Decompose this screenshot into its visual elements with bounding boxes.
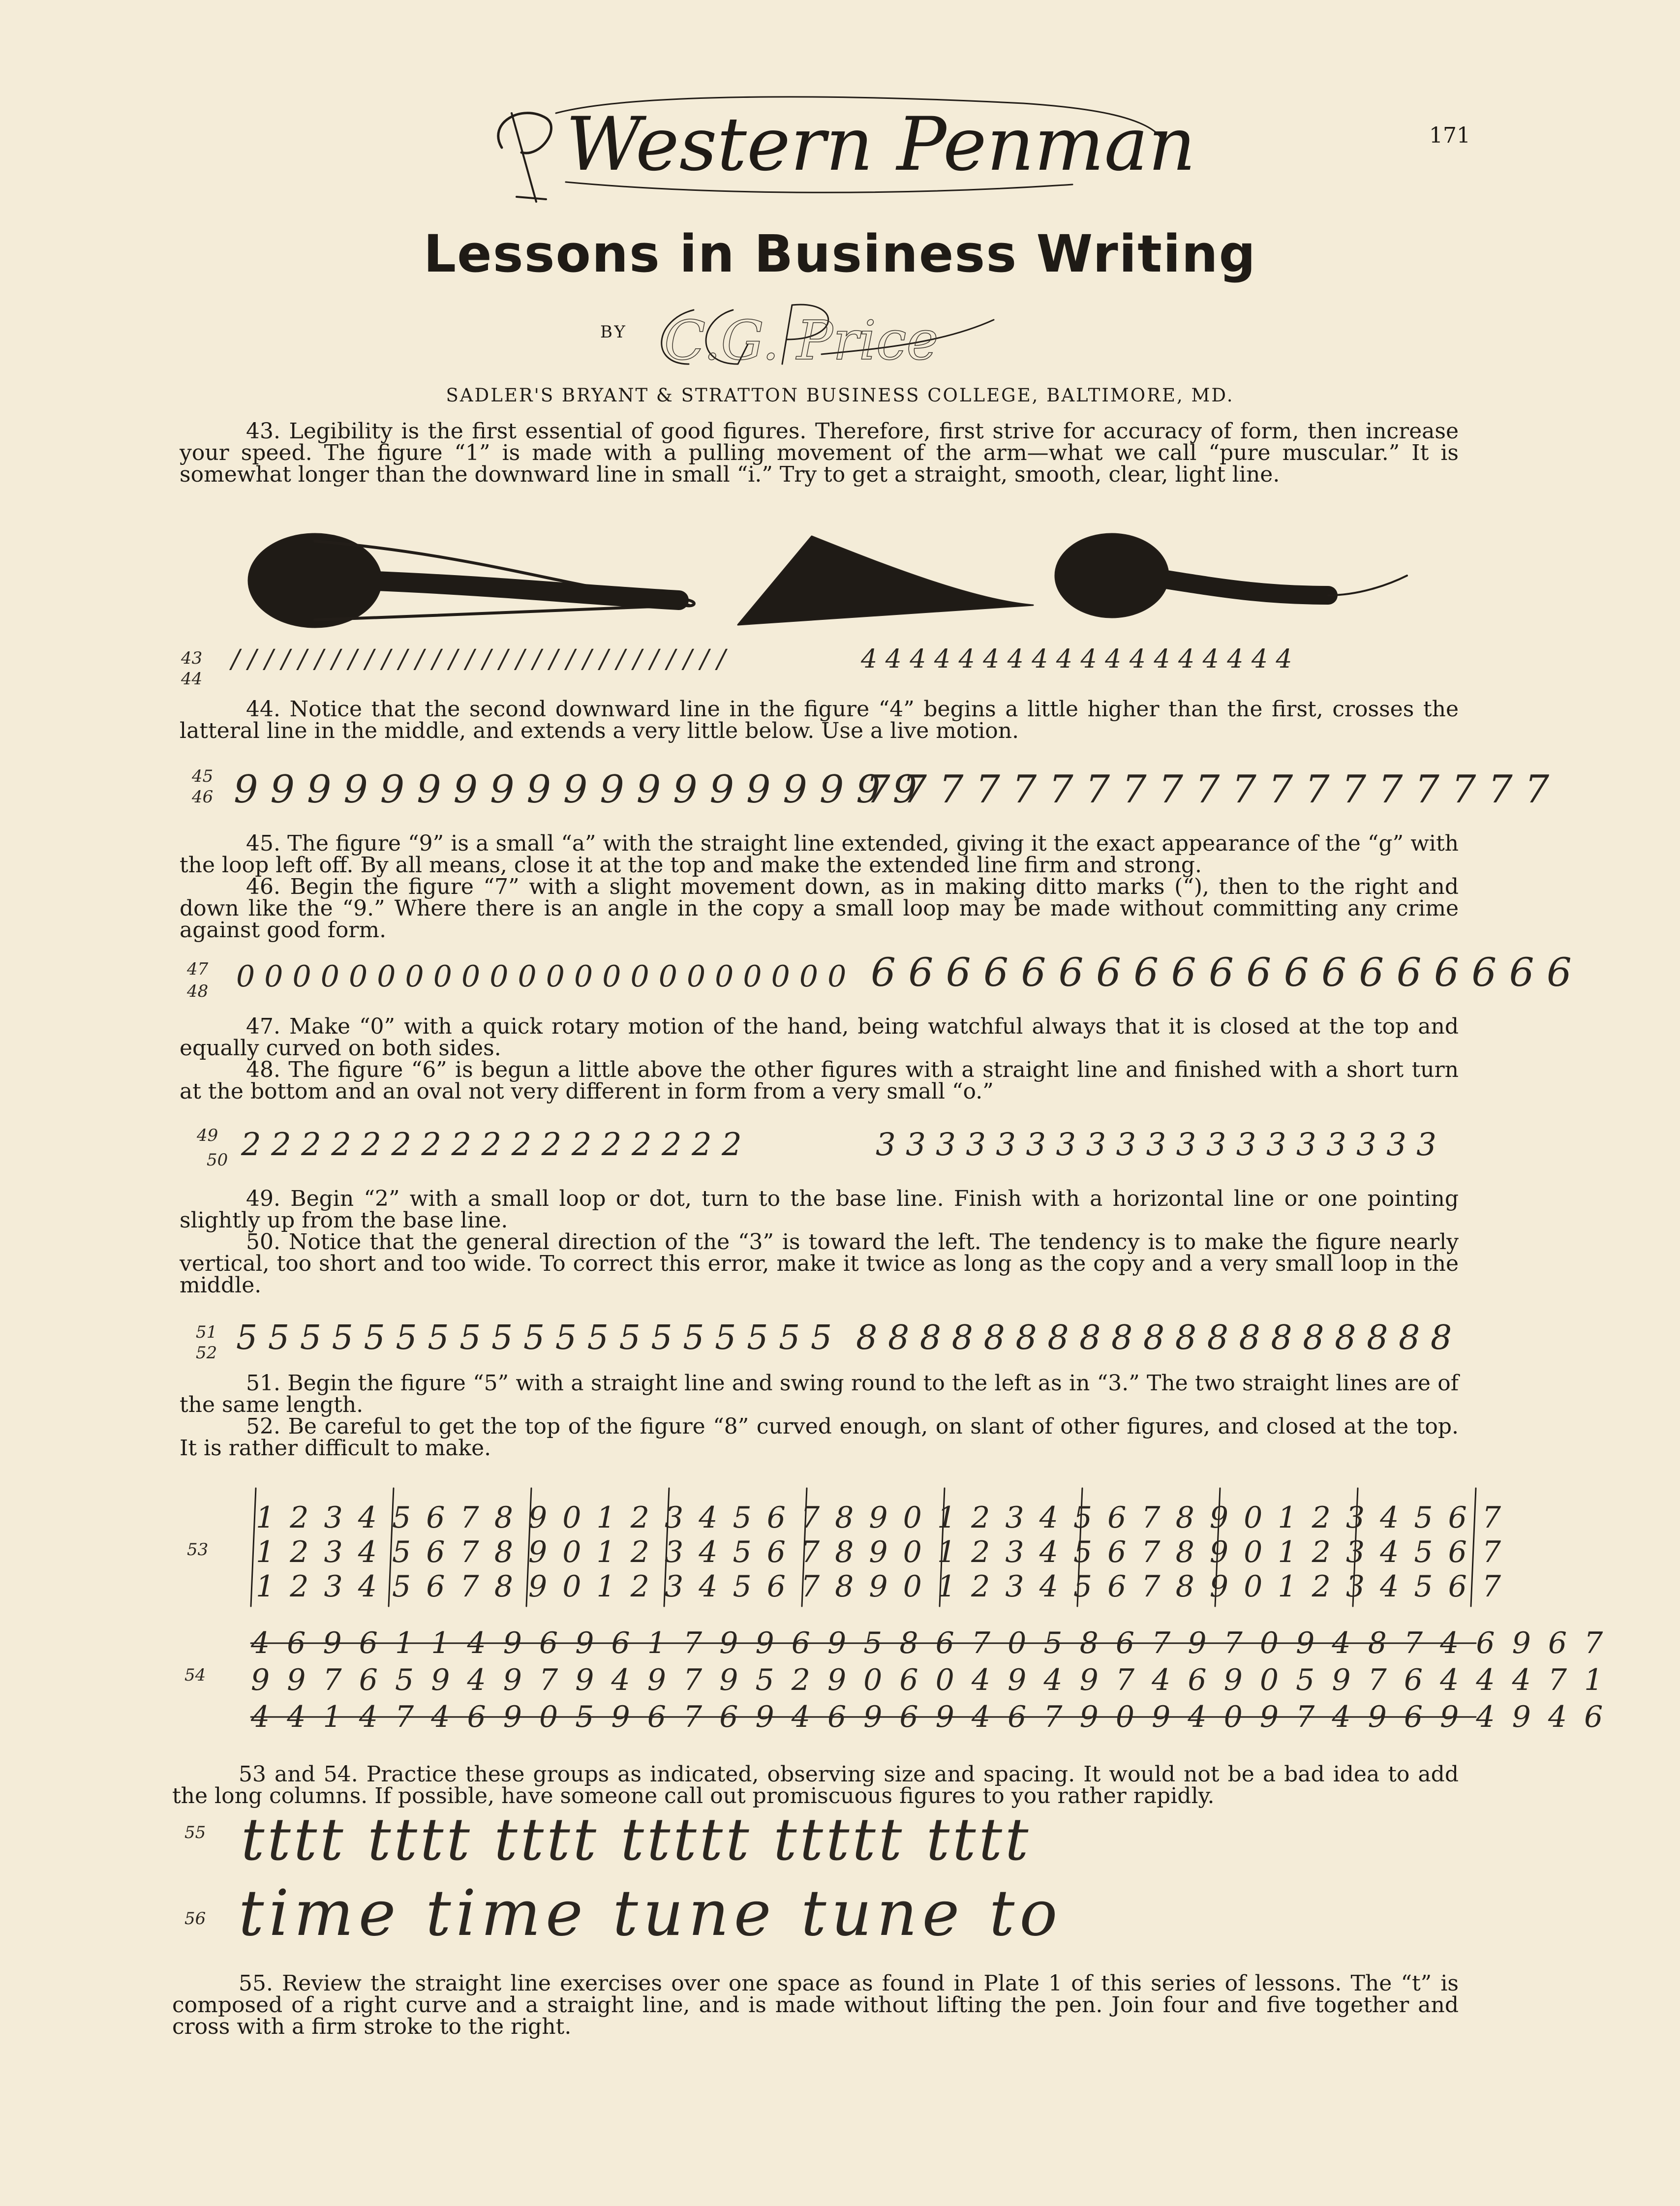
exercise-row-sixes: 6 6 6 6 6 6 6 6 6 6 6 6 6 6 6 6 6 6 6	[871, 950, 1572, 995]
page-number: 171	[1429, 123, 1470, 148]
paragraph-43-text: 43. Legibility is the first essential of good figures. Therefore, first strive for accuracy of form, then increase your speed. The figure “1” is made with a pulling movement of the arm—what we call “pure muscular.” It is somewhat longer than the downward line in small “i.” Try to get a straight, smooth, clear, light line.	[180, 419, 1459, 487]
exercise-54-row-1: 4 6 9 6 1 1 4 9 6 9 6 1 7 9 9 6 9 5 8 6 7 0 5 8 6 7 9 7 0 9 4 8 7 4 6 9 6 7	[251, 1626, 1607, 1660]
exercise-number: 55	[184, 1823, 206, 1842]
paragraph-47-text: 47. Make “0” with a quick rotary motion of the hand, being watchful always that it is closed at the top and equally curved on both sides.	[180, 1014, 1459, 1061]
exercise-53-row-2: 1 2 3 4 5 6 7 8 9 0 1 2 3 4 5 6 7 8 9 0 1 2 3 4 5 6 7 8 9 0 1 2 3 4 5 6 7	[256, 1535, 1504, 1569]
exercise-row-ones: / / / / / / / / / / / / / / / / / / / / / / / / / / / / / /	[231, 644, 726, 674]
paragraph-44-text: 44. Notice that the second downward line in the figure “4” begins a little higher than the first, crosses the latteral line in the middle, and extends a very little below. Use a live motion.	[180, 697, 1459, 743]
paragraph-51-52	[180, 1373, 1459, 1459]
exercise-number: 49	[197, 1126, 218, 1145]
exercise-number: 53	[187, 1540, 209, 1560]
exercise-56-row: time time tune tune to	[239, 1877, 1063, 1950]
exercise-row-fours: 4 4 4 4 4 4 4 4 4 4 4 4 4 4 4 4 4 4	[861, 644, 1292, 674]
exercise-number: 52	[196, 1343, 217, 1363]
exercise-number: 43	[181, 648, 203, 668]
paragraph-52-text: 52. Be careful to get the top of the figure “8” curved enough, on slant of other figures, and closed at the top. It is rather difficult to make.	[180, 1414, 1459, 1461]
paragraph-55	[172, 1973, 1459, 2038]
exercise-number: 45	[192, 766, 214, 786]
exercise-54-row-3: 4 4 1 4 7 4 6 9 0 5 9 6 7 6 9 4 6 9 6 9 4 6 7 9 0 9 4 0 9 7 4 9 6 9 4 9 4 6	[251, 1700, 1607, 1734]
exercise-53-row-3: 1 2 3 4 5 6 7 8 9 0 1 2 3 4 5 6 7 8 9 0 1 2 3 4 5 6 7 8 9 0 1 2 3 4 5 6 7	[256, 1569, 1504, 1604]
exercise-row-sevens: 7 7 7 7 7 7 7 7 7 7 7 7 7 7 7 7 7 7 7	[866, 767, 1550, 812]
paragraph-49-50	[180, 1188, 1459, 1296]
paragraph-44	[180, 699, 1459, 742]
paragraph-53-54	[172, 1764, 1459, 1807]
exercise-row-zeros: 0 0 0 0 0 0 0 0 0 0 0 0 0 0 0 0 0 0 0 0 0 0	[236, 959, 847, 994]
paragraph-46-text: 46. Begin the figure “7” with a slight movement down, as in making ditto marks (“), then to the right and down like the “9.” Where there is an angle in the copy a small loop may be made without committing any crime against good form.	[180, 874, 1459, 943]
exercise-number: 50	[207, 1150, 228, 1170]
exercise-55-row: tttt tttt tttt ttttt ttttt tttt	[241, 1806, 1032, 1873]
exercise-row-threes: 3 3 3 3 3 3 3 3 3 3 3 3 3 3 3 3 3 3 3	[876, 1127, 1436, 1163]
exercise-row-twos: 2 2 2 2 2 2 2 2 2 2 2 2 2 2 2 2 2	[241, 1127, 742, 1163]
paragraph-48-text: 48. The figure “6” is begun a little above the other figures with a straight line and finished with a short turn at the bottom and an oval not very different in form from a very small “o.”	[180, 1057, 1459, 1104]
paragraph-45-text: 45. The figure “9” is a small “a” with the straight line extended, giving it the exact appearance of the “g” with the loop left off. By all means, close it at the top and make the extended line firm and strong.	[180, 831, 1459, 878]
exercise-row-eights: 8 8 8 8 8 8 8 8 8 8 8 8 8 8 8 8 8 8 8	[856, 1318, 1452, 1357]
author-signature	[635, 290, 1008, 379]
paragraph-43	[180, 421, 1459, 486]
paragraph-55-text: 55. Review the straight line exercises over one space as found in Plate 1 of this series of lessons. The “t” is composed of a right curve and a straight line, and is made without lifting the pen. Join four and five together and cross with a firm stroke to the right.	[172, 1971, 1459, 2039]
paragraph-49-text: 49. Begin “2” with a small loop or dot, turn to the base line. Finish with a horizontal line or one pointing slightly up from the base line.	[180, 1186, 1459, 1233]
exercise-number: 44	[181, 669, 203, 689]
pen-exercise-illustration	[246, 526, 1427, 635]
signature-text: C.G. Price	[664, 309, 939, 372]
exercise-number: 54	[184, 1665, 206, 1685]
school-name: SADLER'S BRYANT & STRATTON BUSINESS COLLEGE, BALTIMORE, MD.	[446, 385, 1234, 406]
exercise-number: 46	[192, 787, 214, 807]
exercise-row-nines: 9 9 9 9 9 9 9 9 9 9 9 9 9 9 9 9 9 9 9	[234, 767, 917, 812]
page-title: Lessons in Business Writing	[423, 224, 1257, 284]
byline: BY	[600, 322, 627, 342]
paragraph-45-46	[180, 833, 1459, 941]
paragraph-47-48	[180, 1016, 1459, 1103]
paragraph-50-text: 50. Notice that the general direction of the “3” is toward the left. The tendency is to make the figure nearly vertical, too short and too wide. To correct this error, make it twice as long as the copy and a very small loop in the middle.	[180, 1229, 1459, 1298]
paragraph-53-54-text: 53 and 54. Practice these groups as indicated, observing size and spacing. It would not be a bad idea to add the long columns. If possible, have someone call out promiscuous figures to you rather rapidly.	[172, 1762, 1459, 1808]
paragraph-51-text: 51. Begin the figure “5” with a straight line and swing round to the left as in “3.” The two straight lines are of the same length.	[180, 1371, 1459, 1417]
exercise-number: 56	[184, 1909, 206, 1929]
exercise-54-row-2: 9 9 7 6 5 9 4 9 7 9 4 9 7 9 5 2 9 0 6 0 4 9 4 9 7 4 6 9 0 5 9 7 6 4 4 4 7 1	[251, 1663, 1607, 1697]
exercise-53-row-1: 1 2 3 4 5 6 7 8 9 0 1 2 3 4 5 6 7 8 9 0 1 2 3 4 5 6 7 8 9 0 1 2 3 4 5 6 7	[256, 1501, 1504, 1535]
exercise-number: 51	[196, 1322, 217, 1342]
masthead-logo	[482, 84, 1196, 212]
masthead-title: Western Penman	[566, 102, 1196, 187]
exercise-number: 48	[187, 981, 209, 1001]
exercise-row-fives: 5 5 5 5 5 5 5 5 5 5 5 5 5 5 5 5 5 5 5	[236, 1318, 832, 1357]
exercise-number: 47	[187, 959, 209, 979]
